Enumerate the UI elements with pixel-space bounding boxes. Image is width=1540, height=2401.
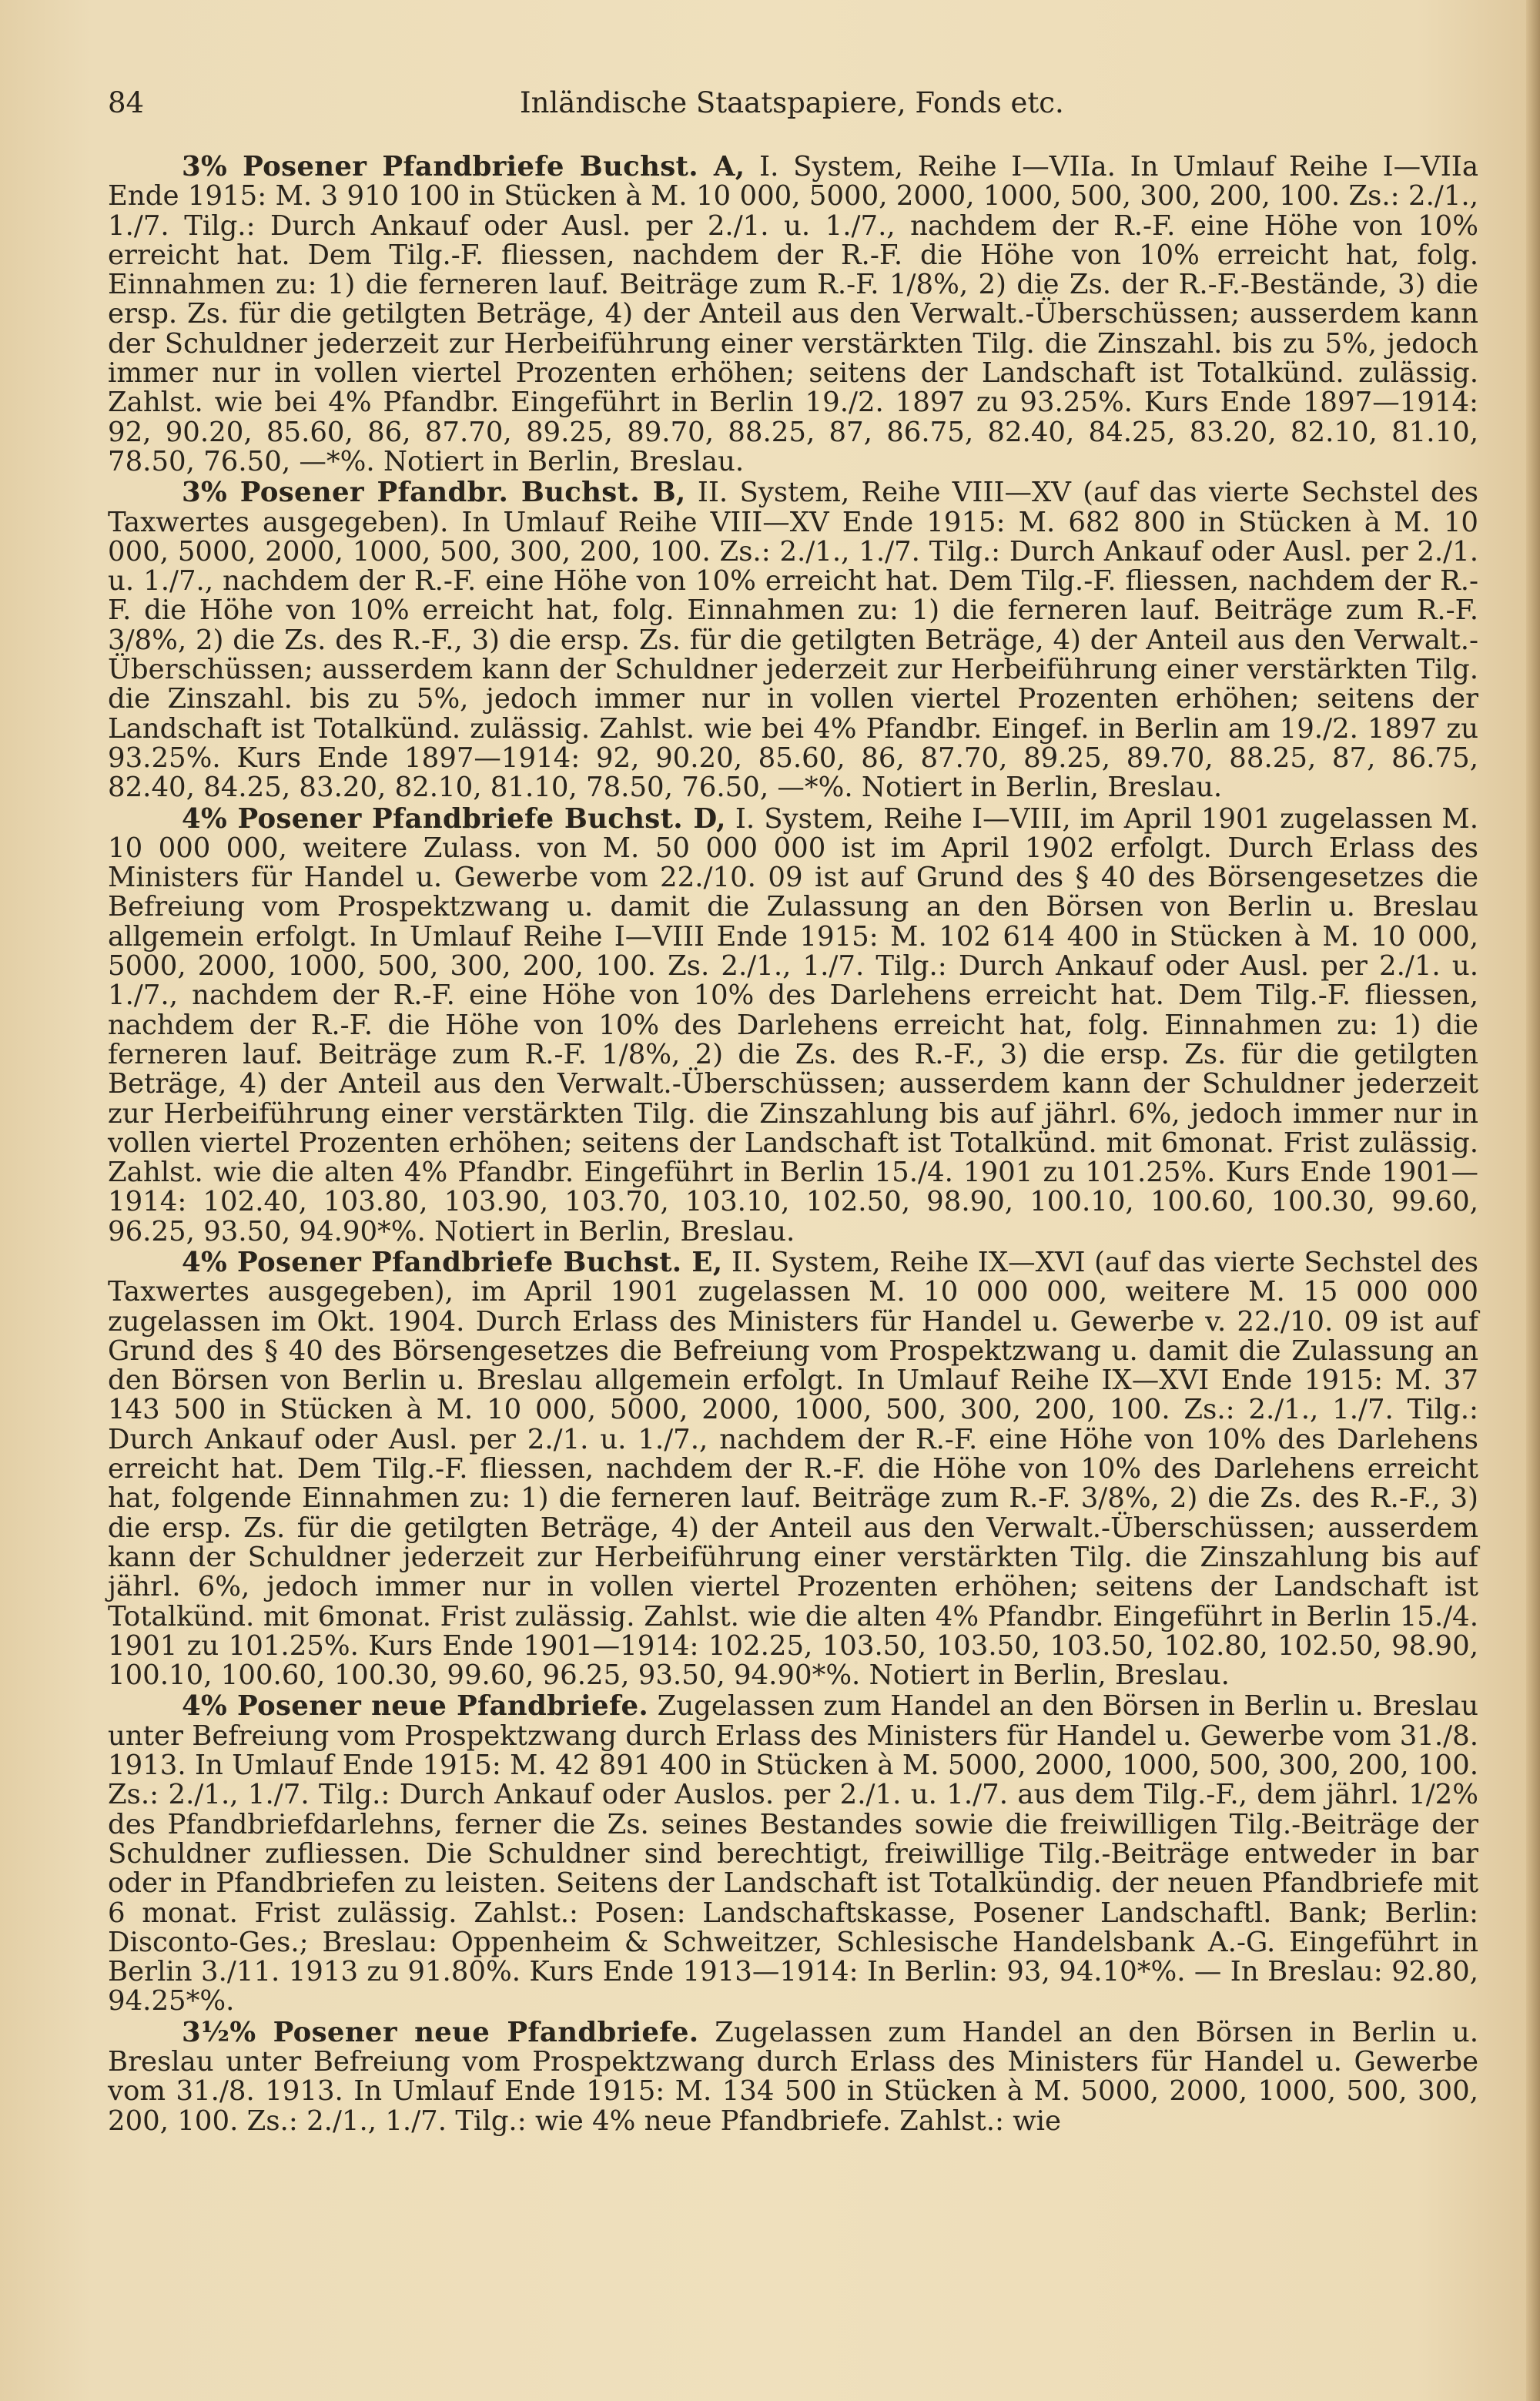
entry-heading: 4% Posener neue Pfandbriefe. [182, 1690, 649, 1723]
page-body [108, 152, 1478, 2138]
entry-posener-neue-pfandbriefe-3-5 [108, 2018, 1478, 2136]
entry-heading: 4% Posener Pfandbriefe Buchst. D, [182, 802, 726, 835]
entry-heading: 3% Posener Pfandbriefe Buchst. A, [182, 151, 745, 183]
entry-posener-pfandbriefe-a [108, 152, 1478, 477]
entry-text: Zugelassen zum Handel an den Börsen in Berlin u. Breslau unter Befreiung vom Prospektzwang durch Erlass des Ministers für Handel u. Gewerbe vom 31./8. 1913. In Umlauf Ende 1915: M. 134 500 in Stücken à M. 5000, 2000, 1000, 500, 300, 200, 100. Zs.: 2./1., 1./7. Tilg.: wie 4% neue Pfandbriefe. Zahlst.: wie [108, 2016, 1478, 2137]
entry-heading: 3½% Posener neue Pfandbriefe. [182, 2016, 699, 2048]
entry-posener-pfandbriefe-e [108, 1248, 1478, 1690]
entry-text: II. System, Reihe VIII—XV (auf das vierte Sechstel des Taxwertes ausgegeben). In Umlauf Reihe VIII—XV Ende 1915: M. 682 800 in Stücken à M. 10 000, 5000, 2000, 1000, 500, 300, 200, 100. Zs.: 2./1., 1./7. Tilg.: Durch Ankauf oder Ausl. per 2./1. u. 1./7., nachdem der R.-F. eine Höhe von 10% erreicht hat. Dem Tilg.-F. fliessen, nachdem der R.-F. die Höhe von 10% erreicht hat, folg. Einnahmen zu: 1) die ferneren lauf. Beiträge zum R.-F. 3/8%, 2) die Zs. des R.-F., 3) die ersp. Zs. für die getilgten Beträge, 4) der Anteil aus den Verwalt.-Überschüssen; ausserdem kann der Schuldner jederzeit zur Herbeiführung einer verstärkten Tilg. die Zinszahl. bis zu 5%, jedoch immer nur in vollen viertel Prozenten erhöhen; seitens der Landschaft ist Totalkünd. zulässig. Zahlst. wie bei 4% Pfandbr. Eingef. in Berlin am 19./2. 1897 zu 93.25%. Kurs Ende 1897—1914: 92, 90.20, 85.60, 86, 87.70, 89.25, 89.70, 88.25, 87, 86.75, 82.40, 84.25, 83.20, 82.10, 81.10, 78.50, 76.50, —*%. Notiert in Berlin, Breslau. [108, 477, 1478, 804]
entry-posener-pfandbriefe-b [108, 478, 1478, 802]
running-title: Inländische Staatspapiere, Fonds etc. [520, 86, 1064, 119]
page-number: 84 [108, 86, 145, 119]
page-spine-shadow [1526, 0, 1540, 2401]
entry-text: II. System, Reihe IX—XVI (auf das vierte Sechstel des Taxwertes ausgegeben), im April 1901 zugelassen M. 10 000 000, weitere M. 15 000 000 zugelassen im Okt. 1904. Durch Erlass des Ministers für Handel u. Gewerbe v. 22./10. 09 ist auf Grund des § 40 des Börsengesetzes die Befreiung vom Prospektzwang u. damit die Zulassung an den Börsen von Berlin u. Breslau allgemein erfolgt. In Umlauf Reihe IX—XVI Ende 1915: M. 37 143 500 in Stücken à M. 10 000, 5000, 2000, 1000, 500, 300, 200, 100. Zs.: 2./1., 1./7. Tilg.: Durch Ankauf oder Ausl. per 2./1. u. 1./7., nachdem der R.-F. eine Höhe von 10% des Darlehens erreicht hat. Dem Tilg.-F. fliessen, nachdem der R.-F. die Höhe von 10% des Darlehens erreicht hat, folgende Einnahmen zu: 1) die ferneren lauf. Beiträge zum R.-F. 3/8%, 2) die Zs. des R.-F., 3) die ersp. Zs. für die getilgten Beträge, 4) der Anteil aus den Verwalt.-Überschüssen; ausserdem kann der Schuldner jederzeit zur Herbeiführung einer verstärkten Tilg. die Zinszahlung bis auf jährl. 6%, jedoch immer nur in vollen viertel Prozenten erhöhen; seitens der Landschaft ist Totalkünd. mit 6monat. Frist zulässig. Zahlst. wie die alten 4% Pfandbr. Eingeführt in Berlin 15./4. 1901 zu 101.25%. Kurs Ende 1901—1914: 102.25, 103.50, 103.50, 103.50, 102.80, 102.50, 98.90, 100.10, 100.60, 100.30, 99.60, 96.25, 93.50, 94.90*%. Notiert in Berlin, Breslau. [108, 1246, 1478, 1692]
entry-posener-neue-pfandbriefe-4 [108, 1692, 1478, 2016]
entry-posener-pfandbriefe-d [108, 802, 1478, 1247]
entry-text: I. System, Reihe I—VIII, im April 1901 zugelassen M. 10 000 000, weitere Zulass. von M. 50 000 000 ist im April 1902 erfolgt. Durch Erlass des Ministers für Handel u. Gewerbe vom 22./10. 09 ist auf Grund des § 40 des Börsengesetzes die Befreiung vom Prospektzwang u. damit die Zulassung an den Börsen von Berlin u. Breslau allgemein erfolgt. In Umlauf Reihe I—VIII Ende 1915: M. 102 614 400 in Stücken à M. 10 000, 5000, 2000, 1000, 500, 300, 200, 100. Zs. 2./1., 1./7. Tilg.: Durch Ankauf oder Ausl. per 2./1. u. 1./7., nachdem der R.-F. eine Höhe von 10% des Darlehens erreicht hat. Dem Tilg.-F. fliessen, nachdem der R.-F. die Höhe von 10% des Darlehens erreicht hat, folg. Einnahmen zu: 1) die ferneren lauf. Beiträge zum R.-F. 1/8%, 2) die Zs. des R.-F., 3) die ersp. Zs. für die getilgten Beträge, 4) der Anteil aus den Verwalt.-Überschüssen; ausserdem kann der Schuldner jederzeit zur Herbeiführung einer verstärkten Tilg. die Zinszahlung bis auf jährl. 6%, jedoch immer nur in vollen viertel Prozenten erhöhen; seitens der Landschaft ist Totalkünd. mit 6monat. Frist zulässig. Zahlst. wie die alten 4% Pfandbr. Eingeführt in Berlin 15./4. 1901 zu 101.25%. Kurs Ende 1901—1914: 102.40, 103.80, 103.90, 103.70, 103.10, 102.50, 98.90, 100.10, 100.60, 100.30, 99.60, 96.25, 93.50, 94.90*%. Notiert in Berlin, Breslau. [108, 802, 1478, 1247]
entry-heading: 4% Posener Pfandbriefe Buchst. E, [182, 1246, 723, 1278]
entry-text: Zugelassen zum Handel an den Börsen in Berlin u. Breslau unter Befreiung vom Prospektzwang durch Erlass des Ministers für Handel u. Gewerbe vom 31./8. 1913. In Umlauf Ende 1915: M. 42 891 400 in Stücken à M. 5000, 2000, 1000, 500, 300, 200, 100. Zs.: 2./1., 1./7. Tilg.: Durch Ankauf oder Auslos. per 2./1. u. 1./7. aus dem Tilg.-F., dem jährl. 1/2% des Pfandbriefdarlehns, ferner die Zs. seines Bestandes sowie die freiwilligen Tilg.-Beiträge der Schuldner zufliessen. Die Schuldner sind berechtigt, freiwillige Tilg.-Beiträge entweder in bar oder in Pfandbriefen zu leisten. Seitens der Landschaft ist Totalkündig. der neuen Pfandbriefe mit 6 monat. Frist zulässig. Zahlst.: Posen: Landschaftskasse, Posener Landschaftl. Bank; Berlin: Disconto-Ges.; Breslau: Oppenheim & Schweitzer, Schlesische Handelsbank A.-G. Eingeführt in Berlin 3./11. 1913 zu 91.80%. Kurs Ende 1913—1914: In Berlin: 93, 94.10*%. — In Breslau: 92.80, 94.25*%. [108, 1690, 1478, 2018]
entry-heading: 3% Posener Pfandbr. Buchst. B, [182, 477, 686, 509]
page-header [108, 86, 1486, 125]
entry-text: I. System, Reihe I—VIIa. In Umlauf Reihe I—VIIa Ende 1915: M. 3 910 100 in Stücken à M. 10 000, 5000, 2000, 1000, 500, 300, 200, 100. Zs.: 2./1., 1./7. Tilg.: Durch Ankauf oder Ausl. per 2./1. u. 1./7., nachdem der R.-F. eine Höhe von 10% erreicht hat. Dem Tilg.-F. fliessen, nachdem der R.-F. die Höhe von 10% erreicht hat, folg. Einnahmen zu: 1) die ferneren lauf. Beiträge zum R.-F. 1/8%, 2) die Zs. der R.-F.-Bestände, 3) die ersp. Zs. für die getilgten Beträge, 4) der Anteil aus den Verwalt.-Überschüssen; ausserdem kann der Schuldner jederzeit zur Herbeiführung einer verstärkten Tilg. die Zinszahl. bis zu 5%, jedoch immer nur in vollen viertel Prozenten erhöhen; seitens der Landschaft ist Totalkünd. zulässig. Zahlst. wie bei 4% Pfandbr. Eingeführt in Berlin 19./2. 1897 zu 93.25%. Kurs Ende 1897—1914: 92, 90.20, 85.60, 86, 87.70, 89.25, 89.70, 88.25, 87, 86.75, 82.40, 84.25, 83.20, 82.10, 81.10, 78.50, 76.50, —*%. Notiert in Berlin, Breslau. [108, 151, 1478, 477]
